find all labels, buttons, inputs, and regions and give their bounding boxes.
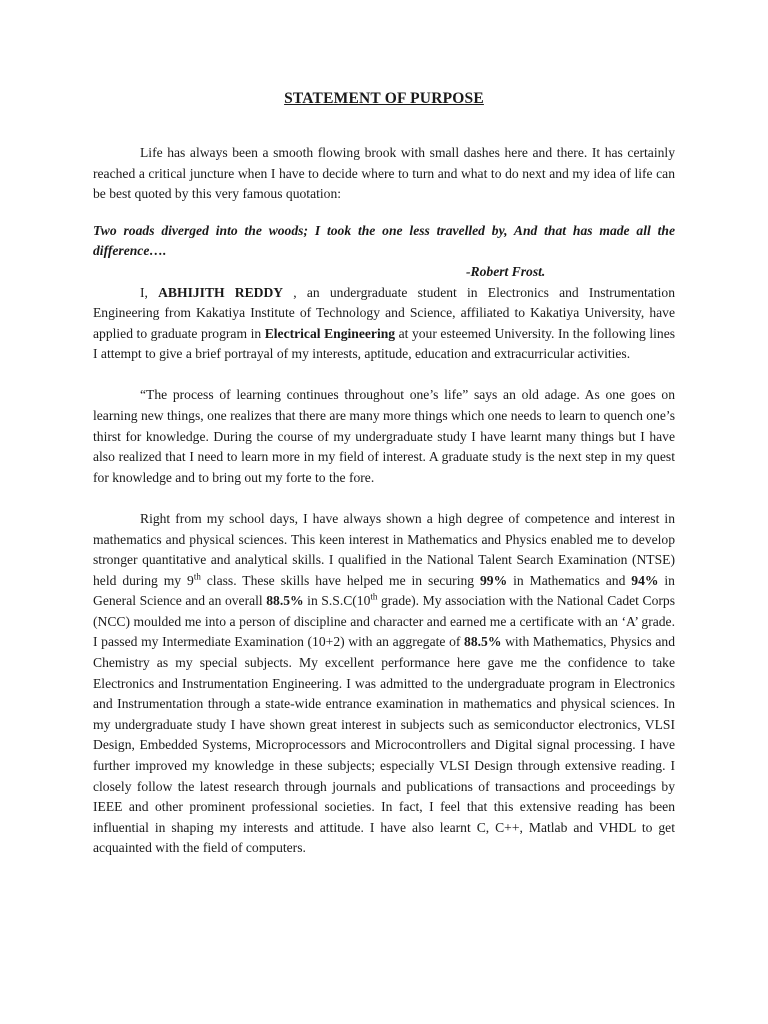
text-run: , an undergraduate student in Electronics and Instrumentation Engineering from Kakatiya Institute of Technology and Science, affiliated to Kakatiya University, have applied to graduate program in (93, 284, 675, 341)
program-name: Electrical Engineering (264, 325, 396, 341)
education-paragraph (93, 509, 675, 859)
aggregate-score: 88.5% (464, 634, 502, 650)
superscript: th (193, 571, 201, 582)
overall-score: 88.5% (266, 593, 304, 609)
document-page (93, 90, 675, 859)
introduction-paragraph (93, 283, 675, 365)
learning-paragraph: “The process of learning continues throughout one’s life” says an old adage. As one goes on learning new things, one realizes that there are many more things which one needs to learn to quench one’s thirst for knowledge. During the course of my undergraduate study I have learnt many things but I have also realized that I need to learn more in my field of interest. A graduate study is the next step in my quest for knowledge and to bring out my forte to the fore. (93, 387, 675, 485)
science-score: 94% (631, 572, 659, 588)
text-run: at your esteemed University. In the following lines I attempt to give a brief portrayal of my interests, aptitude, education and extracurricular activities. (93, 325, 676, 362)
quotation: Two roads diverged into the woods; I took the one less travelled by, And that has made all the difference…. (93, 222, 675, 259)
document-title: STATEMENT OF PURPOSE (284, 90, 484, 107)
text-run: in Mathematics and (507, 572, 632, 588)
text-run: grade). My association with the National Cadet Corps (NCC) moulded me into a person of discipline and character and earned me a certificate with an ‘A’ grade. I passed my Intermediate Examination (10+2) with an aggregate of (93, 593, 675, 650)
student-name: ABHIJITH REDDY (158, 284, 284, 300)
text-run: with Mathematics, Physics and Chemistry as my special subjects. My excellent performance here gave me the confidence to take Electronics and Instrumentation Engineering. I was admitted to the undergraduate program in Electronics and Instrumentation through a state-wide entrance examination in mathematics and physical sciences. In my undergraduate study I have shown great interest in subjects such as semiconductor electronics, VLSI Design, Embedded Systems, Microprocessors and Microcontrollers and Digital signal processing. I have further improved my knowledge in these subjects; especially VLSI Design through extensive reading. I closely follow the latest research through journals and publications of transactions and proceedings by IEEE and other prominent professional societies. In fact, I feel that this extensive reading has been influential in shaping my interests and attitude. I have also learnt C, C++, Matlab and VHDL to get acquainted with the field of computers. (93, 634, 675, 856)
text-run: I, (140, 284, 159, 300)
text-run: class. These skills have helped me in securing (200, 572, 480, 588)
math-score: 99% (480, 572, 508, 588)
text-run: Right from my school days, I have always shown a high degree of competence and interest in mathematics and physical sciences. This keen interest in Mathematics and Physics enabled me to develop stronger quantitative and analytical skills. I qualified in the National Talent Search Examination (NTSE) held during my 9 (93, 510, 675, 588)
superscript: th (370, 591, 378, 602)
text-run: in General Science and an overall (93, 572, 675, 609)
intro-paragraph: Life has always been a smooth flowing brook with small dashes here and there. It has certainly reached a critical juncture when I have to decide where to turn and what to do next and my idea of life can be best quoted by this very famous quotation: (93, 145, 675, 202)
quotation-author: -Robert Frost. (466, 263, 546, 279)
text-run: in S.S.C(10 (303, 593, 371, 609)
